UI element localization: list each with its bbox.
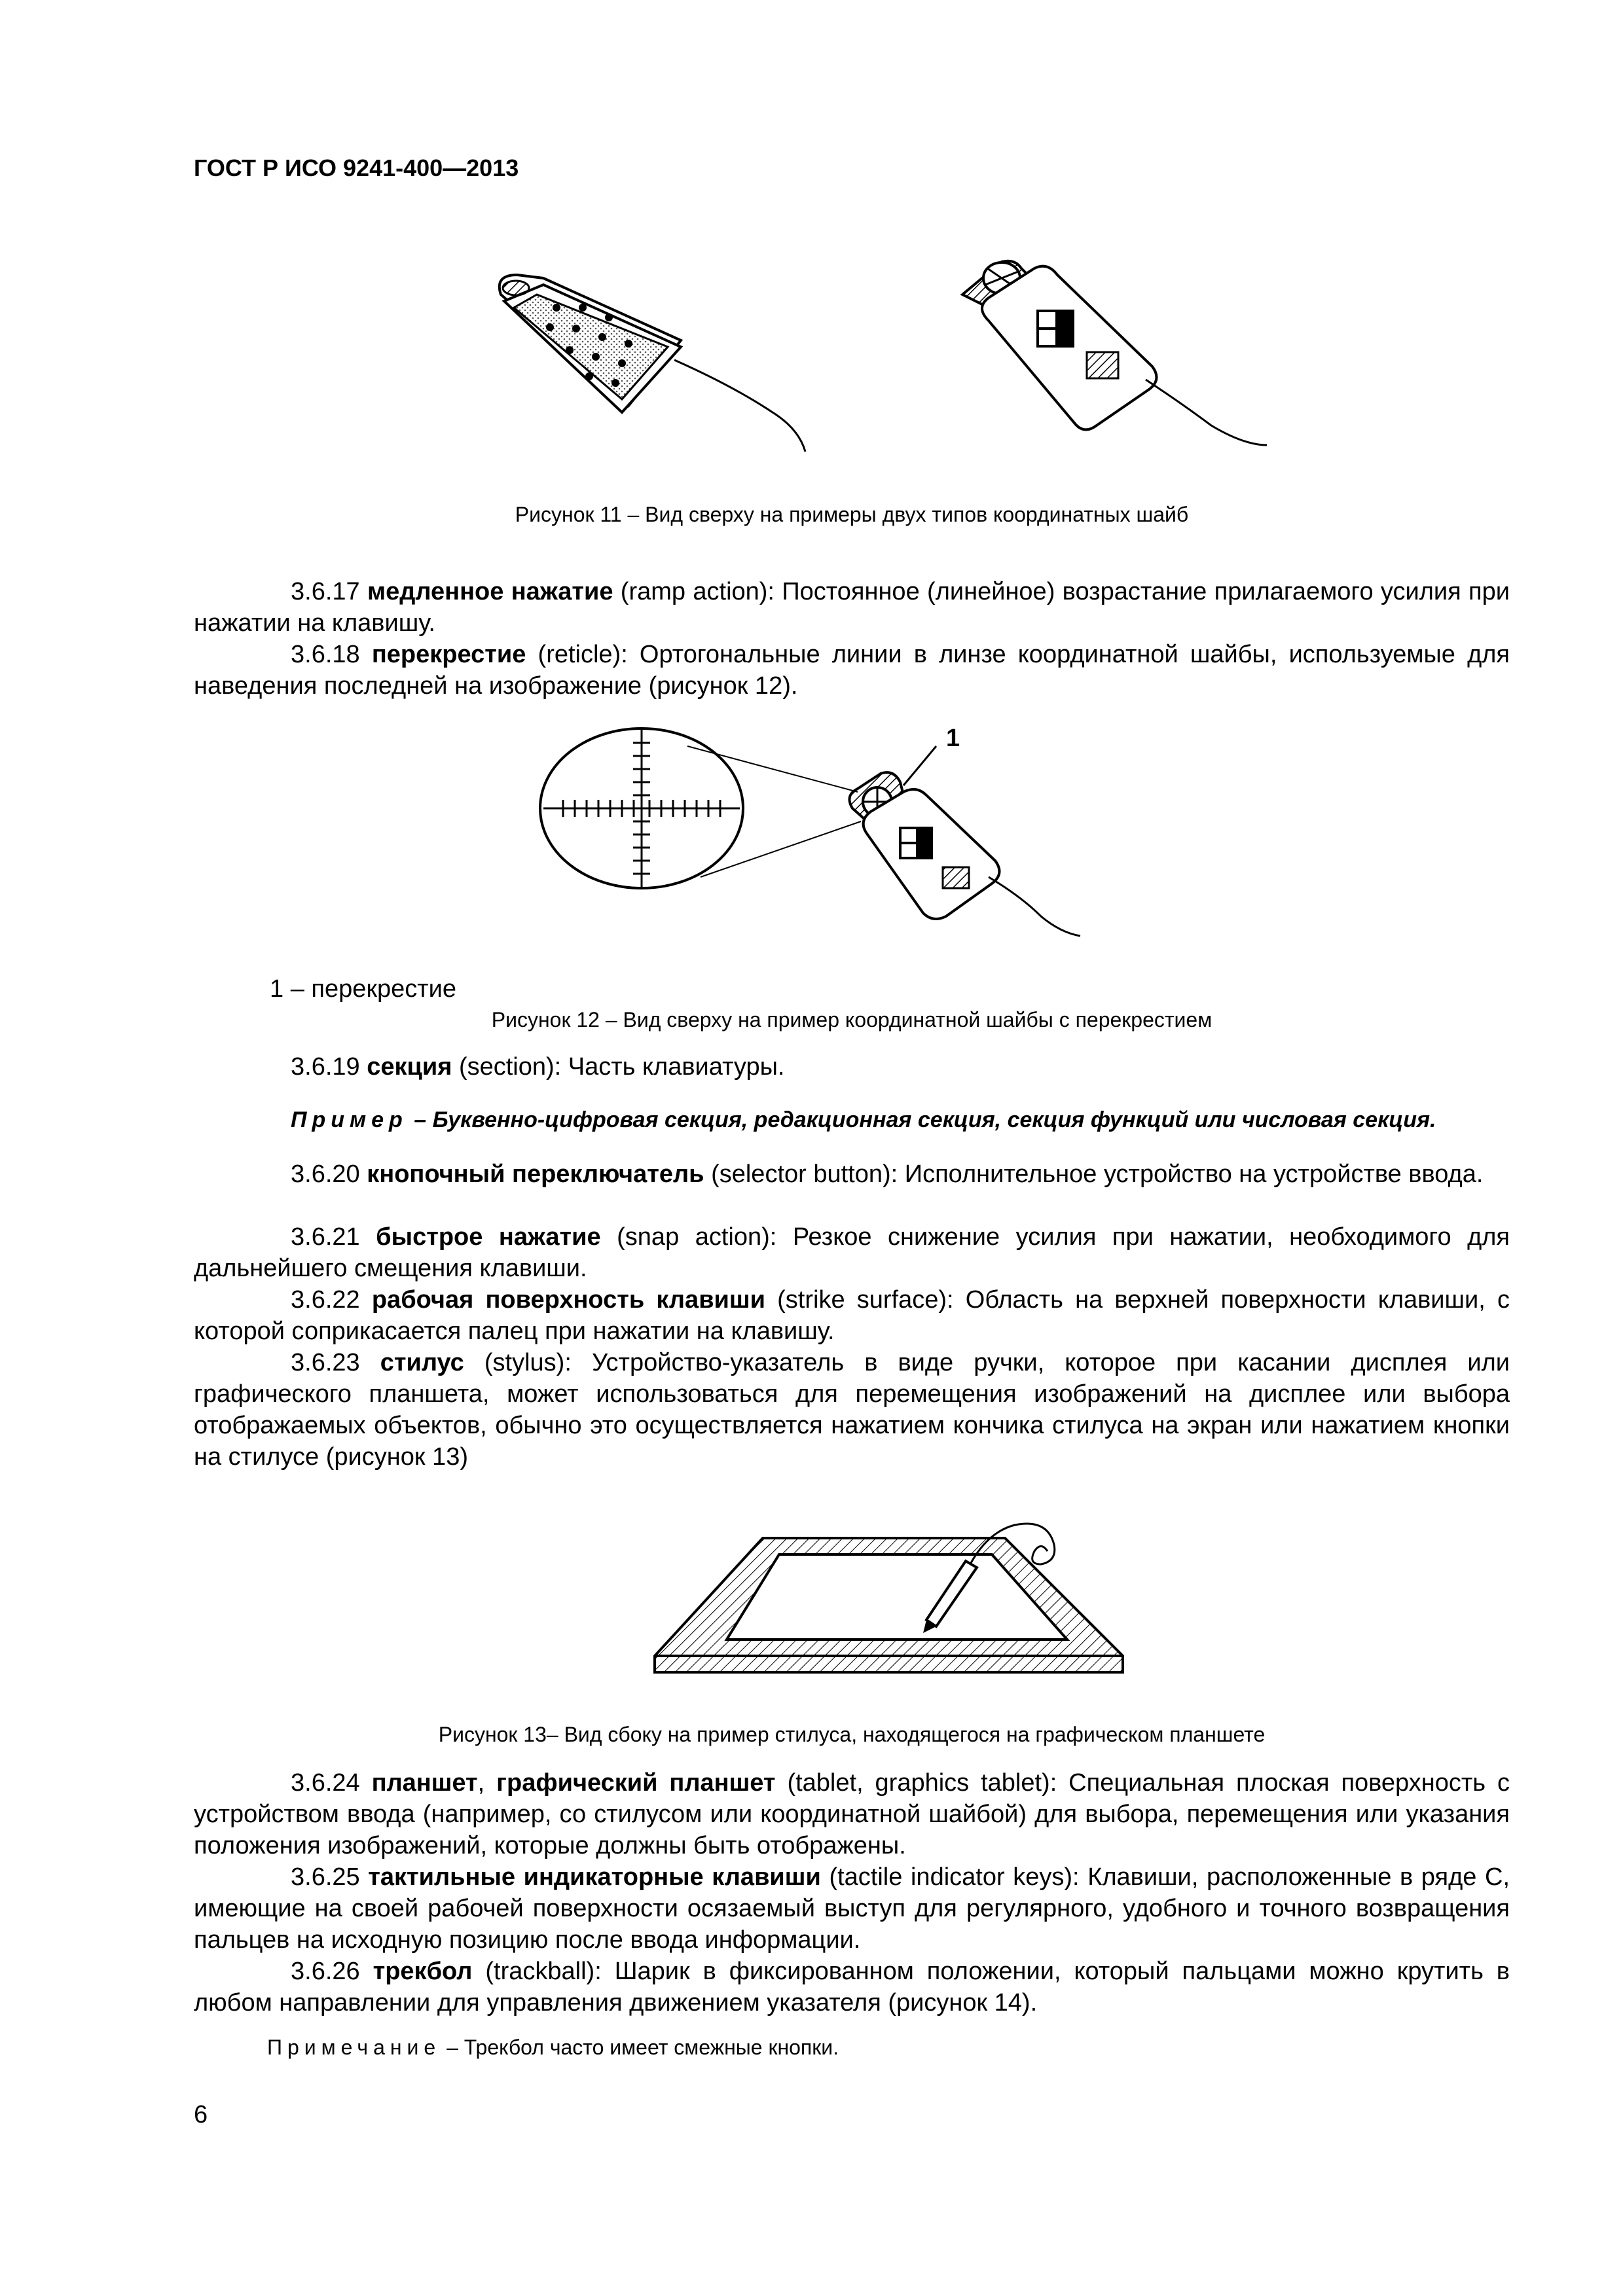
- definition-term: рабочая поверхность клавиши: [371, 1286, 765, 1314]
- example-block: [194, 1105, 1510, 1135]
- definition-text: (ramp action): Постоянное (линейное) возрастание прилагаемого усилия при нажатии на клавишу.: [194, 578, 1510, 637]
- definition-term: планшет: [371, 1769, 478, 1797]
- definition-term: кнопочный переключатель: [367, 1160, 704, 1188]
- definition-term: тактильные индикаторные клавиши: [368, 1863, 821, 1891]
- definition-number: 3.6.24: [291, 1769, 360, 1797]
- note-text: – Трекбол часто имеет смежные кнопки.: [441, 2036, 839, 2059]
- definition-text: (trackball): Шарик в фиксированном положении, который пальцами можно крутить в любом направлении для управления движением указателя (рисунок 14).: [194, 1958, 1510, 2017]
- definition-number: 3.6.17: [291, 578, 360, 605]
- definition-number: 3.6.19: [291, 1053, 360, 1081]
- definition-number: 3.6.18: [291, 641, 360, 668]
- definition-number: 3.6.23: [291, 1349, 360, 1376]
- definition-number: 3.6.25: [291, 1863, 360, 1891]
- definition-term-2: графический планшет: [496, 1769, 776, 1797]
- definition-3-6-24: [194, 1767, 1510, 1861]
- definition-3-6-25: [194, 1861, 1510, 1956]
- definition-3-6-22: [194, 1284, 1510, 1347]
- definition-text: (snap action): Резкое снижение усилия при нажатии, необходимого для дальнейшего смещения клавиши.: [194, 1223, 1510, 1282]
- definition-separator: ,: [477, 1769, 497, 1797]
- figure-13-caption: Рисунок 13– Вид сбоку на пример стилуса, находящегося на графическом планшете: [438, 1723, 1266, 1746]
- definition-term: перекрестие: [371, 641, 526, 668]
- figure-12-legend: 1 – перекрестие: [270, 975, 457, 1003]
- definition-text: (strike surface): Область на верхней поверхности клавиши, с которой соприкасается палец при нажатии на клавишу.: [194, 1286, 1510, 1345]
- definition-text: (tactile indicator keys): Клавиши, расположенные в ряде С, имеющие на своей рабочей поверхности осязаемый выступ для регулярного, удобного и точного возвращения пальцев на исходную позицию после ввода информации.: [194, 1863, 1510, 1954]
- definition-3-6-26: [194, 1956, 1510, 2018]
- note-block: [267, 2036, 839, 2060]
- figure-11-puck-drawings: [458, 249, 1283, 465]
- definition-3-6-18: [194, 639, 1510, 702]
- definition-number: 3.6.21: [291, 1223, 360, 1251]
- definition-3-6-17: [194, 576, 1510, 639]
- definition-text: (section): Часть клавиатуры.: [452, 1053, 785, 1081]
- example-text: – Буквенно-цифровая секция, редакционная секция, секция функций или числовая секция.: [407, 1107, 1436, 1132]
- figure-13-tablet-drawing: [648, 1499, 1133, 1689]
- definition-term: трекбол: [373, 1958, 473, 1985]
- definition-number: 3.6.20: [291, 1160, 360, 1188]
- definition-text: (reticle): Ортогональные линии в линзе координатной шайбы, используемые для наведения последней на изображение (рисунок 12).: [194, 641, 1510, 700]
- definition-3-6-19: [194, 1051, 1510, 1083]
- definition-text: (tablet, graphics tablet): Специальная плоская поверхность с устройством ввода (например, со стилусом или координатной шайбой) для выбора, перемещения или указания положения изображений, которые должны быть отображены.: [194, 1769, 1510, 1859]
- definition-number: 3.6.22: [291, 1286, 360, 1314]
- figure-12-callout-label: 1: [946, 725, 960, 752]
- figure-11-caption: Рисунок 11 – Вид сверху на примеры двух типов координатных шайб: [515, 503, 1189, 526]
- document-header: ГОСТ Р ИСО 9241-400—2013: [194, 154, 519, 181]
- definition-3-6-23: [194, 1347, 1510, 1473]
- figure-12-caption: Рисунок 12 – Вид сверху на пример координатной шайбы с перекрестием: [491, 1008, 1213, 1031]
- definition-text: (selector button): Исполнительное устройство на устройстве ввода.: [704, 1160, 1484, 1188]
- definition-term: стилус: [380, 1349, 464, 1376]
- definition-number: 3.6.26: [291, 1958, 360, 1985]
- definition-3-6-21: [194, 1221, 1510, 1284]
- definition-text: (stylus): Устройство-указатель в виде ручки, которое при касании дисплея или графического планшета, может использоваться для перемещения изображений на дисплее или выбора отображаемых объектов, обычно это осуществляется нажатием кончика стилуса на экран или нажатием кнопки на стилусе (рисунок 13): [194, 1349, 1510, 1471]
- definition-3-6-20: [194, 1158, 1510, 1190]
- figure-12-reticle-drawing: [537, 720, 1100, 942]
- note-label: Примечание: [267, 2036, 441, 2059]
- page-number: 6: [194, 2101, 208, 2128]
- definition-term: секция: [367, 1053, 452, 1081]
- definition-term: медленное нажатие: [367, 578, 613, 605]
- example-label: Пример: [291, 1107, 408, 1132]
- definition-term: быстрое нажатие: [376, 1223, 601, 1251]
